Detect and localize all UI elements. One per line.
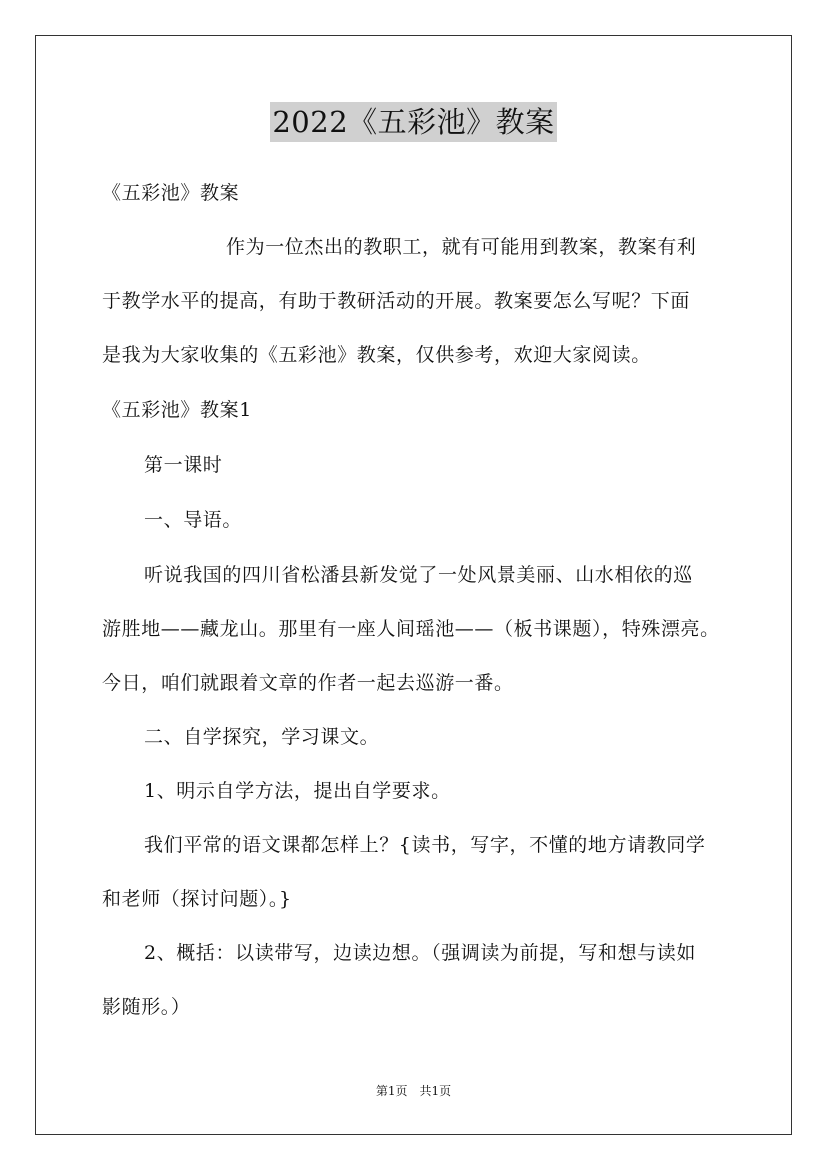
paragraph-line: 听说我国的四川省松潘县新发觉了一处风景美丽、山水相依的巡: [144, 564, 693, 586]
paragraph-line: 我们平常的语文课都怎样上？{读书，写字，不懂的地方请教同学: [144, 834, 706, 856]
document-title: 2022《五彩池》教案: [270, 102, 556, 142]
part-two-heading: 二、自学探究，学习课文。: [144, 726, 380, 748]
title-wrapper: [0, 102, 827, 142]
step-one-line: 1、明示自学方法，提出自学要求。: [144, 780, 451, 802]
lesson-heading: 第一课时: [144, 454, 223, 476]
paragraph-line: 今日，咱们就跟着文章的作者一起去巡游一番。: [102, 672, 514, 694]
doc-heading-line: 《五彩池》教案: [102, 182, 240, 204]
paragraph-line: 影随形。）: [102, 996, 191, 1018]
section-heading: 《五彩池》教案1: [102, 399, 252, 421]
step-two-line: 2、概括：以读带写，边读边想。（强调读为前提，写和想与读如: [144, 942, 696, 964]
paragraph-line: 和老师（探讨问题）。}: [102, 888, 292, 910]
page-footer: 第1页 共1页: [375, 1084, 452, 1098]
intro-line-3: 是我为大家收集的《五彩池》教案，仅供参考，欢迎大家阅读。: [102, 344, 651, 366]
intro-line-1: 作为一位杰出的教职工，就有可能用到教案，教案有利: [226, 236, 697, 258]
part-one-heading: 一、导语。: [144, 509, 243, 531]
paragraph-line: 游胜地——藏龙山。那里有一座人间瑶池——（板书课题），特殊漂亮。: [102, 618, 720, 640]
intro-line-2: 于教学水平的提高，有助于教研活动的开展。教案要怎么写呢？下面: [102, 290, 691, 312]
